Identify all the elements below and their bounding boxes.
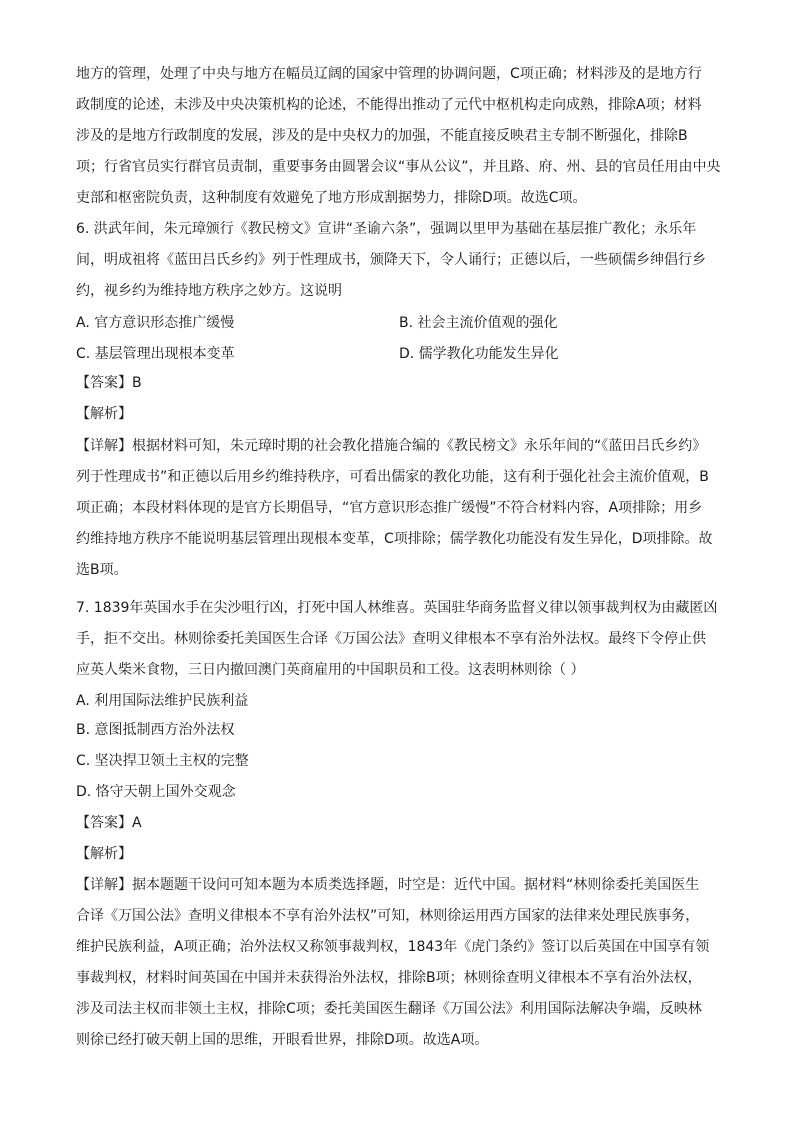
- q7-option-b: B. 意图抵制西方治外法权: [76, 722, 235, 738]
- q6-stem-line: 6. 洪武年间，朱元璋颁行《教民榜文》宣讲“圣谕六条”，强调以里甲为基础在基层推广教化；永乐年: [76, 221, 697, 237]
- q6-option-c: C. 基层管理出现根本变革: [76, 346, 235, 362]
- q7-detail-line: 涉及司法主权而非领土主权，排除C项；委托美国医生翻译《万国公法》利用国际法解决争端，反映林: [76, 1001, 702, 1017]
- q7-option-a: A. 利用国际法维护民族利益: [76, 693, 249, 709]
- q5-analysis-line: 涉及的是地方行政制度的发展，涉及的是中央权力的加强，不能直接反映君主专制不断强化，排除B: [76, 128, 688, 144]
- q6-detail-line: 项正确；本段材料体现的是官方长期倡导，“官方意识形态推广缓慢”不符合材料内容，A项排除；用乡: [76, 500, 703, 516]
- q7-detail-line: 合译《万国公法》查明义律根本不享有治外法权”可知，林则徐运用西方国家的法律来处理民族事务，: [76, 908, 700, 924]
- q6-option-b: B. 社会主流价值观的强化: [399, 315, 558, 331]
- q5-analysis-line: 吏部和枢密院负责，这种制度有效避免了地方形成割据势力，排除D项。故选C项。: [76, 190, 587, 206]
- q6-option-d: D. 儒学教化功能发生异化: [399, 346, 559, 362]
- q5-analysis-line: 项；行省官员实行群官员责制，重要事务由圆署会议“事从公议”，并且路、府、州、县的官员任用由中央: [76, 159, 721, 175]
- q7-analysis-label: 【解析】: [76, 846, 132, 862]
- q6-answer: 【答案】B: [76, 375, 142, 391]
- q6-option-a: A. 官方意识形态推广缓慢: [76, 315, 235, 331]
- q7-detail-line: 则徐已经打破天朝上国的思维，开眼看世界，排除D项。故选A项。: [76, 1032, 489, 1048]
- q6-stem-line: 约，视乡约为维持地方秩序之妙方。这说明: [76, 283, 342, 299]
- q6-stem-line: 间，明成祖将《蓝田吕氏乡约》列于性理成书，颁降天下，令人诵行；正德以后，一些硕儒乡绅倡行乡: [76, 252, 706, 268]
- q7-stem-line: 应英人柴米食物，三日内撤回澳门英商雇用的中国职员和工役。这表明林则徐（ ）: [76, 662, 585, 678]
- q6-analysis-label: 【解析】: [76, 406, 132, 422]
- q7-detail-line: 事裁判权，材料时间英国在中国并未获得治外法权，排除B项；林则徐查明义律根本不享有治外法权，: [76, 970, 702, 986]
- q5-analysis-line: 政制度的论述，未涉及中央决策机构的论述，不能得出推动了元代中枢机构走向成熟，排除A项；材料: [76, 97, 702, 113]
- q6-detail-line: 约维持地方秩序不能说明基层管理出现根本变革，C项排除；儒学教化功能没有发生异化，D项排除。故: [76, 531, 713, 547]
- q7-detail-line: 维护民族利益，A项正确；治外法权又称领事裁判权，1843年《虎门条约》签订以后英国在中国享有领: [76, 939, 710, 955]
- q6-detail-line: 选B项。: [76, 562, 128, 578]
- q7-option-c: C. 坚决捍卫领土主权的完整: [76, 753, 249, 769]
- q7-detail-line: 【详解】据本题题干设问可知本题为本质类选择题，时空是：近代中国。据材料“林则徐委托美国医生: [76, 877, 700, 893]
- q6-detail-line: 【详解】根据材料可知，朱元璋时期的社会教化措施合编的《教民榜文》永乐年间的“《蓝田吕氏乡约》: [76, 438, 707, 454]
- q7-option-d: D. 恪守天朝上国外交观念: [76, 784, 236, 800]
- q7-stem-line: 手，拒不交出。林则徐委托美国医生合译《万国公法》查明义律根本不享有治外法权。最终下令停止供: [76, 631, 706, 647]
- q7-answer: 【答案】A: [76, 815, 142, 831]
- q6-detail-line: 列于性理成书”和正德以后用乡约维持秩序，可看出儒家的教化功能，这有利于强化社会主流价值观，B: [76, 469, 709, 485]
- q7-stem-line: 7. 1839年英国水手在尖沙咀行凶，打死中国人林维喜。英国驻华商务监督义律以领事裁判权为由藏匿凶: [76, 600, 718, 616]
- q5-analysis-line: 地方的管理，处理了中央与地方在幅员辽阔的国家中管理的协调问题，C项正确；材料涉及的是地方行: [76, 66, 702, 82]
